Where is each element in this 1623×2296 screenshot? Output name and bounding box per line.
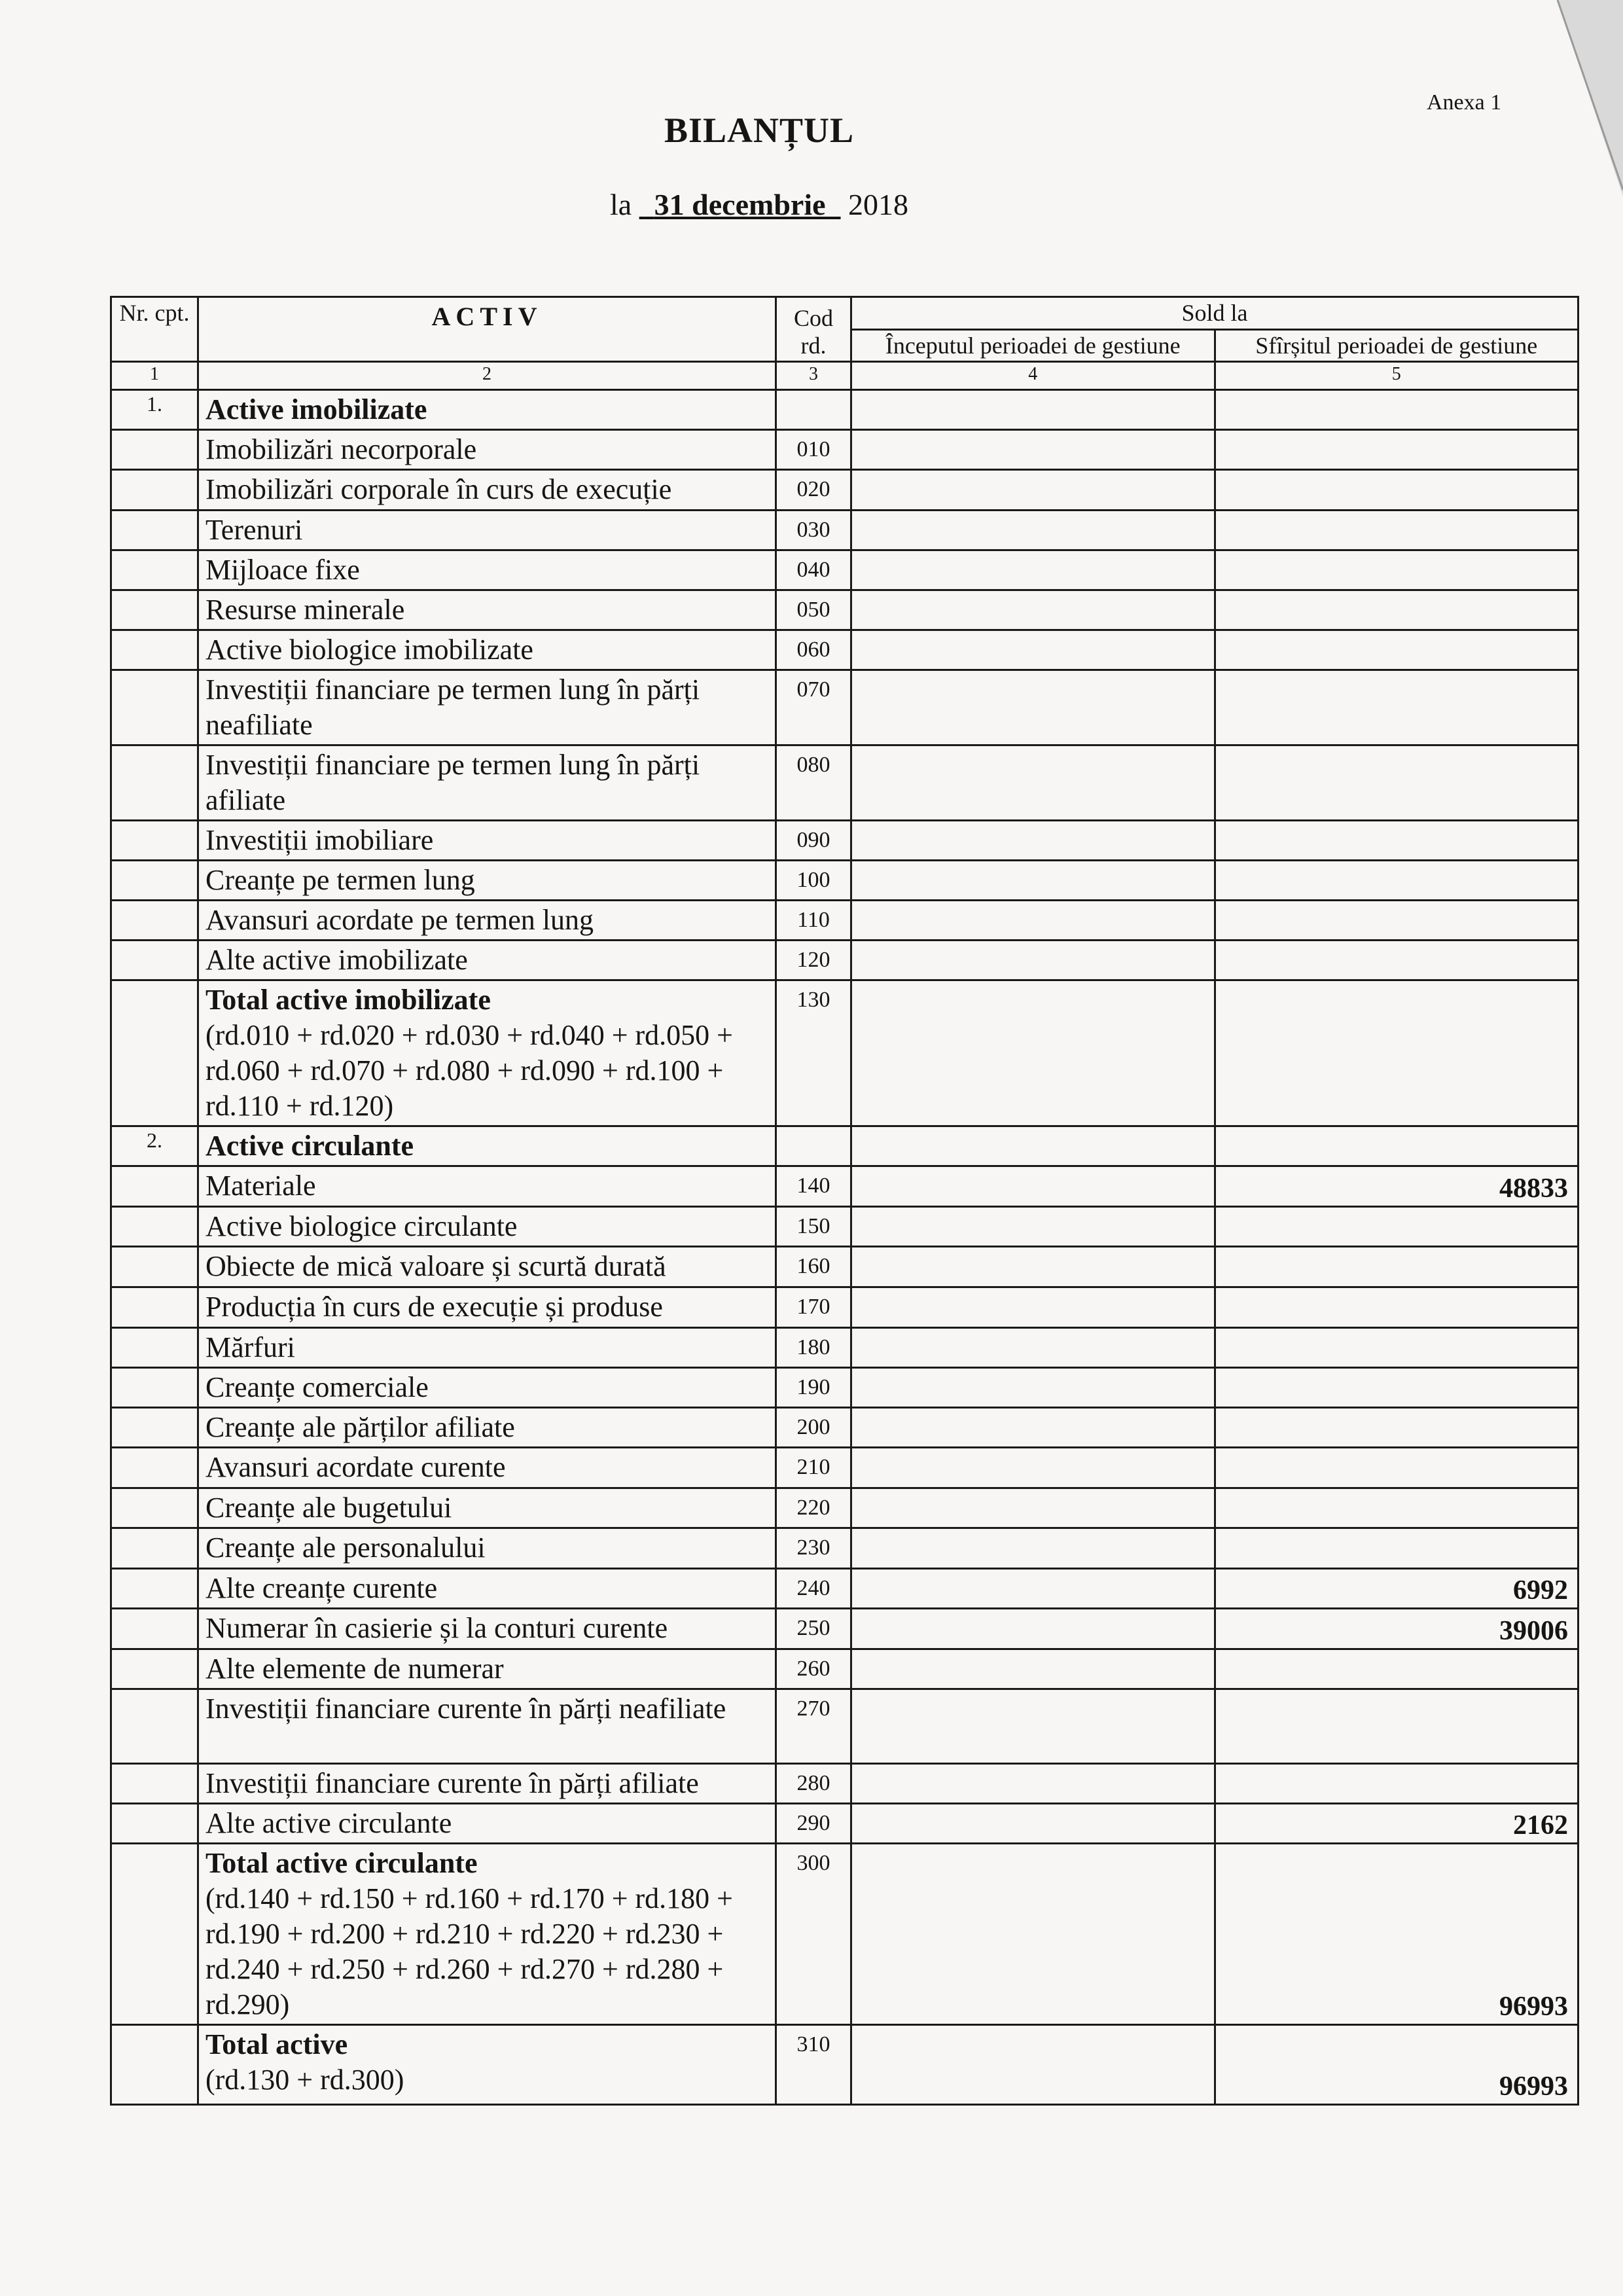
table-row: [111, 1649, 1578, 1689]
row-cod: 080: [776, 745, 851, 821]
row-nr: [111, 1528, 198, 1569]
row-label-text: Creanțe ale personalului: [205, 1532, 486, 1564]
row-label: [198, 670, 776, 745]
row-label-text: Alte active imobilizate: [205, 944, 468, 976]
row-end-value: [1215, 861, 1578, 901]
row-start-value: [851, 861, 1215, 901]
row-end-value: [1215, 901, 1578, 941]
table-row: [111, 861, 1578, 901]
row-start-value: [851, 821, 1215, 861]
row-end-value: [1215, 511, 1578, 550]
row-label: [198, 901, 776, 941]
row-label: [198, 821, 776, 861]
row-cod: 230: [776, 1528, 851, 1569]
header-start-period: Începutul perioadei de gestiune: [851, 329, 1215, 362]
row-nr: [111, 2025, 198, 2105]
row-label: [198, 2025, 776, 2105]
row-cod: 150: [776, 1207, 851, 1247]
row-label-text: Avansuri acordate curente: [205, 1451, 506, 1483]
row-nr: [111, 861, 198, 901]
row-label: [198, 1649, 776, 1689]
row-start-value: [851, 941, 1215, 980]
row-nr: 2.: [111, 1126, 198, 1166]
row-label: [198, 980, 776, 1126]
table-row: [111, 1764, 1578, 1804]
row-cod: [776, 390, 851, 430]
row-nr: [111, 511, 198, 550]
table-row: [111, 1247, 1578, 1287]
table-header-row: [111, 297, 1578, 330]
row-start-value: [851, 1287, 1215, 1328]
row-cod: 220: [776, 1488, 851, 1528]
row-label-text: Total active circulante: [205, 1847, 478, 1879]
row-end-value: [1215, 1488, 1578, 1528]
row-start-value: [851, 390, 1215, 430]
row-label: [198, 861, 776, 901]
table-row: [111, 745, 1578, 821]
row-cod: 290: [776, 1804, 851, 1844]
table-row: [111, 1207, 1578, 1247]
row-nr: [111, 630, 198, 670]
table-row: [111, 1804, 1578, 1844]
table-row: [111, 511, 1578, 550]
row-start-value: [851, 1126, 1215, 1166]
row-start-value: [851, 2025, 1215, 2105]
row-cod: 300: [776, 1844, 851, 2025]
row-label: [198, 1844, 776, 2025]
col-number-2: 2: [198, 362, 776, 390]
row-label: [198, 1247, 776, 1287]
row-cod: 100: [776, 861, 851, 901]
row-start-value: [851, 1166, 1215, 1207]
row-label-text: Mărfuri: [205, 1331, 295, 1363]
col-number-5: 5: [1215, 362, 1578, 390]
row-start-value: [851, 550, 1215, 590]
row-label-text: Investiții financiare curente în părți afiliate: [205, 1767, 699, 1799]
row-label: [198, 550, 776, 590]
row-cod: 310: [776, 2025, 851, 2105]
row-end-value: [1215, 1287, 1578, 1328]
row-nr: [111, 670, 198, 745]
row-nr: [111, 430, 198, 470]
row-label-text: Investiții financiare curente în părți neafiliate: [205, 1693, 726, 1725]
table-row: [111, 1488, 1578, 1528]
row-label-text: Materiale: [205, 1170, 316, 1202]
row-nr: [111, 1488, 198, 1528]
row-end-value: [1215, 1328, 1578, 1368]
row-end-value: [1215, 1764, 1578, 1804]
row-start-value: [851, 1649, 1215, 1689]
row-start-value: [851, 1569, 1215, 1609]
table-row: [111, 590, 1578, 630]
row-label: [198, 590, 776, 630]
row-formula: (rd.140 + rd.150 + rd.160 + rd.170 + rd.180 + rd.190 + rd.200 + rd.210 + rd.220 + rd.230 + rd.240 + rd.250 + rd.260 + rd.270 + rd.280 + rd.290): [205, 1882, 733, 2020]
row-nr: [111, 1609, 198, 1649]
row-nr: [111, 1804, 198, 1844]
row-label-text: Active circulante: [205, 1130, 414, 1162]
table-row: [111, 1126, 1578, 1166]
row-start-value: [851, 1609, 1215, 1649]
row-nr: 1.: [111, 390, 198, 430]
row-cod: 060: [776, 630, 851, 670]
row-nr: [111, 980, 198, 1126]
row-label: [198, 470, 776, 511]
table-row: [111, 1328, 1578, 1368]
row-label: [198, 430, 776, 470]
table-row: [111, 1569, 1578, 1609]
row-nr: [111, 1649, 198, 1689]
row-cod: 010: [776, 430, 851, 470]
row-label: [198, 1804, 776, 1844]
row-start-value: [851, 1328, 1215, 1368]
row-cod: 020: [776, 470, 851, 511]
row-label: [198, 1609, 776, 1649]
row-nr: [111, 1569, 198, 1609]
col-number-1: 1: [111, 362, 198, 390]
row-label-text: Creanțe comerciale: [205, 1371, 429, 1403]
row-nr: [111, 470, 198, 511]
col-number-3: 3: [776, 362, 851, 390]
row-end-value: [1215, 1448, 1578, 1488]
row-end-value: [1215, 1408, 1578, 1448]
row-label: [198, 511, 776, 550]
row-label: [198, 1764, 776, 1804]
row-cod: 240: [776, 1569, 851, 1609]
row-nr: [111, 1689, 198, 1764]
row-cod: 070: [776, 670, 851, 745]
row-end-value: [1215, 1689, 1578, 1764]
row-cod: 160: [776, 1247, 851, 1287]
row-label-text: Investiții financiare pe termen lung în părți neafiliate: [205, 673, 700, 741]
date-year: 2018: [848, 188, 909, 221]
row-label-text: Resurse minerale: [205, 594, 405, 626]
row-label-text: Imobilizări necorporale: [205, 433, 477, 465]
row-label-text: Mijloace fixe: [205, 554, 360, 586]
table-row: [111, 1689, 1578, 1764]
row-start-value: [851, 1368, 1215, 1408]
row-end-value: [1215, 630, 1578, 670]
row-label-text: Total active imobilizate: [205, 984, 491, 1016]
table-row: [111, 1287, 1578, 1328]
row-nr: [111, 1844, 198, 2025]
row-cod: 090: [776, 821, 851, 861]
table-row: [111, 1528, 1578, 1569]
row-label-text: Creanțe ale bugetului: [205, 1492, 452, 1524]
row-label-text: Active biologice imobilizate: [205, 634, 533, 666]
row-label-text: Obiecte de mică valoare și scurtă durată: [205, 1250, 666, 1282]
row-end-value: [1215, 1649, 1578, 1689]
row-nr: [111, 1408, 198, 1448]
row-end-value: 2162: [1215, 1804, 1578, 1844]
row-end-value: 39006: [1215, 1609, 1578, 1649]
row-start-value: [851, 901, 1215, 941]
row-nr: [111, 550, 198, 590]
row-end-value: [1215, 430, 1578, 470]
row-start-value: [851, 1804, 1215, 1844]
row-cod: 050: [776, 590, 851, 630]
row-start-value: [851, 470, 1215, 511]
row-end-value: [1215, 1126, 1578, 1166]
row-formula: (rd.010 + rd.020 + rd.030 + rd.040 + rd.050 + rd.060 + rd.070 + rd.080 + rd.090 + rd.100 + rd.110 + rd.120): [205, 1019, 733, 1122]
row-nr: [111, 1287, 198, 1328]
row-start-value: [851, 1448, 1215, 1488]
activ-table: [110, 296, 1579, 2106]
header-cod-rd: Cod rd.: [776, 297, 851, 362]
row-end-value: 48833: [1215, 1166, 1578, 1207]
row-label: [198, 1408, 776, 1448]
row-end-value: [1215, 670, 1578, 745]
row-label: [198, 1689, 776, 1764]
row-nr: [111, 1247, 198, 1287]
table-row: [111, 1844, 1578, 2025]
row-nr: [111, 821, 198, 861]
table-row: [111, 980, 1578, 1126]
date-prefix: la: [609, 188, 632, 221]
row-start-value: [851, 1207, 1215, 1247]
table-row: [111, 630, 1578, 670]
row-end-value: [1215, 745, 1578, 821]
row-start-value: [851, 1844, 1215, 2025]
row-cod: 040: [776, 550, 851, 590]
row-label: [198, 1488, 776, 1528]
row-label: [198, 1328, 776, 1368]
row-cod: 260: [776, 1649, 851, 1689]
table-row: [111, 901, 1578, 941]
row-label: [198, 1287, 776, 1328]
row-end-value: [1215, 470, 1578, 511]
row-label-text: Alte elemente de numerar: [205, 1653, 504, 1685]
row-end-value: [1215, 590, 1578, 630]
row-start-value: [851, 1764, 1215, 1804]
row-label-text: Producția în curs de execuție și produse: [205, 1291, 663, 1323]
row-start-value: [851, 590, 1215, 630]
row-end-value: [1215, 1247, 1578, 1287]
row-label: [198, 1448, 776, 1488]
table-row: [111, 1609, 1578, 1649]
row-nr: [111, 1207, 198, 1247]
row-end-value: [1215, 390, 1578, 430]
page-title: BILANȚUL: [664, 111, 855, 150]
row-cod: 130: [776, 980, 851, 1126]
row-start-value: [851, 430, 1215, 470]
report-date: [0, 187, 1571, 222]
row-end-value: [1215, 821, 1578, 861]
row-label: [198, 1569, 776, 1609]
row-label-text: Avansuri acordate pe termen lung: [205, 904, 594, 936]
row-label: [198, 941, 776, 980]
row-nr: [111, 1166, 198, 1207]
header-end-period: Sfîrșitul perioadei de gestiune: [1215, 329, 1578, 362]
row-end-value: [1215, 1368, 1578, 1408]
row-nr: [111, 1328, 198, 1368]
row-start-value: [851, 1408, 1215, 1448]
row-label-text: Investiții imobiliare: [205, 824, 434, 856]
table-row: [111, 430, 1578, 470]
table-row: [111, 1448, 1578, 1488]
row-end-value: [1215, 980, 1578, 1126]
table-row: [111, 941, 1578, 980]
row-start-value: [851, 1247, 1215, 1287]
row-cod: 140: [776, 1166, 851, 1207]
row-label-text: Active imobilizate: [205, 393, 427, 425]
row-cod: 180: [776, 1328, 851, 1368]
table-row: [111, 470, 1578, 511]
header-sold-la: Sold la: [851, 297, 1578, 330]
row-cod: [776, 1126, 851, 1166]
row-start-value: [851, 745, 1215, 821]
header-nr-cpt: Nr. cpt.: [111, 297, 198, 362]
row-start-value: [851, 511, 1215, 550]
row-cod: 030: [776, 511, 851, 550]
table-row: [111, 1408, 1578, 1448]
row-label-text: Investiții financiare pe termen lung în părți afiliate: [205, 749, 700, 816]
row-cod: 250: [776, 1609, 851, 1649]
row-cod: 170: [776, 1287, 851, 1328]
row-cod: 200: [776, 1408, 851, 1448]
row-label-text: Creanțe ale părților afiliate: [205, 1411, 515, 1443]
row-label-text: Imobilizări corporale în curs de execuție: [205, 473, 672, 505]
row-start-value: [851, 980, 1215, 1126]
row-cod: 280: [776, 1764, 851, 1804]
row-formula: (rd.130 + rd.300): [205, 2064, 404, 2096]
row-label: [198, 1126, 776, 1166]
row-label: [198, 1368, 776, 1408]
column-number-row: [111, 362, 1578, 390]
row-nr: [111, 1448, 198, 1488]
row-cod: 110: [776, 901, 851, 941]
row-label-text: Creanțe pe termen lung: [205, 864, 475, 896]
folded-corner-shadow: [1505, 0, 1623, 196]
table-row: [111, 1166, 1578, 1207]
row-end-value: [1215, 550, 1578, 590]
row-label-text: Alte active circulante: [205, 1807, 452, 1839]
row-start-value: [851, 670, 1215, 745]
row-nr: [111, 941, 198, 980]
row-nr: [111, 901, 198, 941]
table-row: [111, 2025, 1578, 2105]
row-cod: 190: [776, 1368, 851, 1408]
table-row: [111, 390, 1578, 430]
row-cod: 210: [776, 1448, 851, 1488]
row-label-text: Alte creanțe curente: [205, 1572, 438, 1604]
table-row: [111, 670, 1578, 745]
row-label: [198, 1166, 776, 1207]
row-label-text: Numerar în casierie și la conturi curente: [205, 1612, 668, 1644]
row-end-value: [1215, 1207, 1578, 1247]
row-nr: [111, 745, 198, 821]
row-end-value: [1215, 941, 1578, 980]
row-start-value: [851, 1689, 1215, 1764]
table-row: [111, 821, 1578, 861]
row-label: [198, 390, 776, 430]
row-nr: [111, 1764, 198, 1804]
header-activ: ACTIV: [198, 297, 776, 362]
row-end-value: [1215, 1528, 1578, 1569]
col-number-4: 4: [851, 362, 1215, 390]
table-row: [111, 550, 1578, 590]
table-row: [111, 1368, 1578, 1408]
row-end-value: 96993: [1215, 1844, 1578, 2025]
date-value: 31 decembrie: [654, 188, 826, 221]
row-label: [198, 1207, 776, 1247]
row-label: [198, 630, 776, 670]
row-end-value: 96993: [1215, 2025, 1578, 2105]
row-label-text: Terenuri: [205, 514, 303, 546]
row-cod: 270: [776, 1689, 851, 1764]
row-start-value: [851, 630, 1215, 670]
row-cod: 120: [776, 941, 851, 980]
annex-label: Anexa 1: [1427, 90, 1502, 115]
row-label: [198, 745, 776, 821]
row-label-text: Active biologice circulante: [205, 1210, 518, 1242]
row-end-value: 6992: [1215, 1569, 1578, 1609]
row-nr: [111, 590, 198, 630]
row-label: [198, 1528, 776, 1569]
row-nr: [111, 1368, 198, 1408]
row-start-value: [851, 1488, 1215, 1528]
row-start-value: [851, 1528, 1215, 1569]
row-label-text: Total active: [205, 2028, 348, 2060]
